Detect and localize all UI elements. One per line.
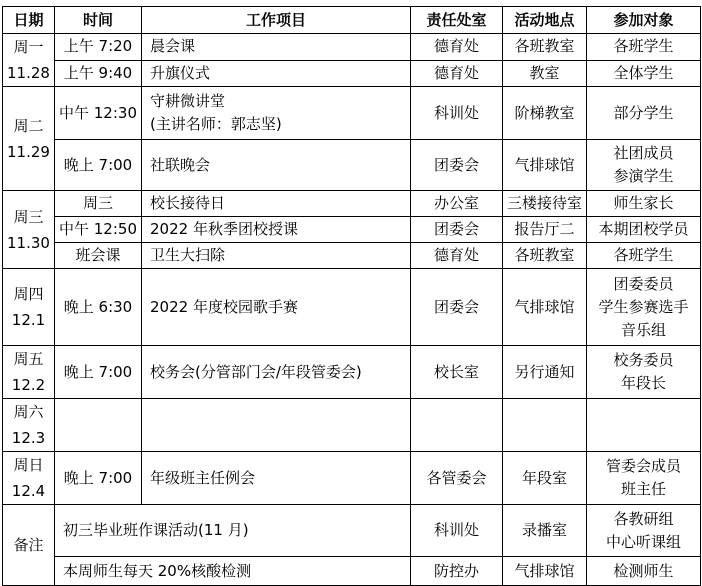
table-row xyxy=(3,191,701,217)
place-cell: 气排球馆 xyxy=(503,557,587,586)
table-row xyxy=(3,399,701,452)
who-cell xyxy=(587,452,701,505)
who-cell xyxy=(587,346,701,399)
dept-cell: 德育处 xyxy=(411,243,503,269)
note-item-cell xyxy=(55,505,411,557)
day-date: 11.28 xyxy=(7,64,50,82)
dept-cell: 团委会 xyxy=(411,269,503,346)
place-cell: 三楼接待室 xyxy=(503,191,587,217)
note-item-cell xyxy=(55,557,411,586)
table-row xyxy=(3,557,701,586)
day-date: 11.30 xyxy=(7,233,50,252)
note-label: 备注 xyxy=(13,536,44,554)
item-text: 年级班主任例会 xyxy=(150,468,256,487)
who-cell xyxy=(587,399,701,452)
dept-cell: 各管委会 xyxy=(411,452,503,505)
day-date: 12.3 xyxy=(11,429,46,447)
item-cell xyxy=(142,399,411,452)
item-text: 校务会(分管部门会/年段管委会) xyxy=(150,362,362,381)
who-cell xyxy=(587,140,701,191)
item-cell xyxy=(142,243,411,269)
day-cell-sun xyxy=(3,452,55,505)
item-text: 卫生大扫除 xyxy=(150,246,226,264)
note-label-cell xyxy=(3,505,55,586)
time-cell xyxy=(55,399,142,452)
table-row xyxy=(3,505,701,557)
time-cell: 晚上 7:00 xyxy=(55,452,142,505)
header-date: 日期 xyxy=(3,7,55,34)
table-row xyxy=(3,243,701,269)
place-cell: 各班教室 xyxy=(503,34,587,61)
who-text: 中心听课组 xyxy=(605,532,681,551)
who-text: 各教研组 xyxy=(613,509,674,528)
dept-cell: 团委会 xyxy=(411,217,503,243)
day-date: 12.1 xyxy=(11,311,46,329)
schedule-table xyxy=(2,6,701,586)
table-row xyxy=(3,34,701,61)
who-cell xyxy=(587,269,701,346)
header-time: 时间 xyxy=(55,7,142,34)
who-cell xyxy=(587,505,701,557)
item-text: 社联晚会 xyxy=(150,155,211,174)
time-cell: 班会课 xyxy=(55,243,142,269)
time-cell: 上午 7:20 xyxy=(55,34,142,61)
header-item: 工作项目 xyxy=(142,7,411,34)
who-text: 学生参赛选手 xyxy=(598,297,689,316)
item-text: 守耕微讲堂 xyxy=(150,92,226,110)
dept-cell: 德育处 xyxy=(411,34,503,61)
day-name: 周四 xyxy=(13,285,44,303)
place-cell: 年段室 xyxy=(503,452,587,505)
item-subtext: (主讲名师：郭志坚) xyxy=(150,115,282,133)
day-name: 周三 xyxy=(13,207,44,226)
who-text: 音乐组 xyxy=(620,320,666,339)
day-name: 周一 xyxy=(13,38,44,56)
table-row xyxy=(3,87,701,140)
day-cell-thu xyxy=(3,269,55,346)
item-text: 校长接待日 xyxy=(150,194,226,212)
who-text: 社团成员 xyxy=(613,144,674,162)
who-cell xyxy=(587,557,701,586)
day-date: 12.4 xyxy=(11,482,46,500)
who-text: 参演学生 xyxy=(613,167,674,185)
table-row xyxy=(3,452,701,505)
day-name: 周日 xyxy=(13,456,44,474)
item-cell xyxy=(142,346,411,399)
header-row xyxy=(3,7,701,34)
place-cell xyxy=(503,399,587,452)
who-text: 检测师生 xyxy=(613,561,674,580)
who-text: 各班学生 xyxy=(613,37,674,56)
dept-cell: 防控办 xyxy=(411,557,503,586)
item-cell xyxy=(142,217,411,243)
item-cell xyxy=(142,34,411,61)
who-text: 校务委员 xyxy=(613,351,674,369)
who-cell xyxy=(587,191,701,217)
table-row xyxy=(3,346,701,399)
who-text: 年段长 xyxy=(620,374,666,392)
place-cell: 报告厅二 xyxy=(503,217,587,243)
day-date: 12.2 xyxy=(11,376,46,394)
place-cell: 另行通知 xyxy=(503,346,587,399)
table-row xyxy=(3,140,701,191)
time-cell: 晚上 7:00 xyxy=(55,140,142,191)
who-text: 各班学生 xyxy=(613,246,674,264)
day-cell-tue xyxy=(3,87,55,191)
who-cell xyxy=(587,60,701,87)
item-text: 2022 年度校园歌手赛 xyxy=(150,297,298,316)
who-cell xyxy=(587,87,701,140)
who-text: 师生家长 xyxy=(613,194,674,212)
day-cell-sat xyxy=(3,399,55,452)
item-cell xyxy=(142,60,411,87)
place-cell: 气排球馆 xyxy=(503,269,587,346)
time-cell: 晚上 7:00 xyxy=(55,346,142,399)
place-cell: 阶梯教室 xyxy=(503,87,587,140)
table-row xyxy=(3,217,701,243)
dept-cell: 团委会 xyxy=(411,140,503,191)
who-cell xyxy=(587,217,701,243)
who-cell xyxy=(587,34,701,61)
time-cell: 中午 12:30 xyxy=(55,87,142,140)
item-cell xyxy=(142,191,411,217)
dept-cell: 科训处 xyxy=(411,505,503,557)
time-cell: 上午 9:40 xyxy=(55,60,142,87)
who-text: 团委委员 xyxy=(613,274,674,293)
item-cell xyxy=(142,452,411,505)
who-cell xyxy=(587,243,701,269)
header-place: 活动地点 xyxy=(503,7,587,34)
place-cell: 教室 xyxy=(503,60,587,87)
item-text: 2022 年秋季团校授课 xyxy=(150,220,298,238)
who-text: 本期团校学员 xyxy=(598,220,689,238)
who-text: 全体学生 xyxy=(613,63,674,82)
item-cell xyxy=(142,87,411,140)
place-cell: 气排球馆 xyxy=(503,140,587,191)
who-text: 部分学生 xyxy=(613,103,674,122)
item-text: 晨会课 xyxy=(150,37,196,56)
dept-cell: 校长室 xyxy=(411,346,503,399)
who-text: 班主任 xyxy=(620,480,666,498)
item-text: 升旗仪式 xyxy=(150,63,211,82)
place-cell: 各班教室 xyxy=(503,243,587,269)
dept-cell xyxy=(411,399,503,452)
time-cell: 中午 12:50 xyxy=(55,217,142,243)
day-name: 周五 xyxy=(13,350,44,368)
time-cell: 晚上 6:30 xyxy=(55,269,142,346)
table-row xyxy=(3,60,701,87)
day-date: 11.29 xyxy=(7,142,50,161)
dept-cell: 办公室 xyxy=(411,191,503,217)
header-who: 参加对象 xyxy=(587,7,701,34)
item-cell xyxy=(142,140,411,191)
table-row xyxy=(3,269,701,346)
day-cell-fri xyxy=(3,346,55,399)
day-name: 周二 xyxy=(13,116,44,135)
item-cell xyxy=(142,269,411,346)
day-name: 周六 xyxy=(13,403,44,421)
place-cell: 录播室 xyxy=(503,505,587,557)
dept-cell: 德育处 xyxy=(411,60,503,87)
day-cell-mon xyxy=(3,34,55,87)
item-text: 初三毕业班作课活动(11 月) xyxy=(63,521,249,539)
item-text: 本周师生每天 20%核酸检测 xyxy=(63,561,252,580)
day-cell-wed xyxy=(3,191,55,269)
who-text: 管委会成员 xyxy=(605,457,681,475)
time-cell: 周三 xyxy=(55,191,142,217)
header-dept: 责任处室 xyxy=(411,7,503,34)
dept-cell: 科训处 xyxy=(411,87,503,140)
